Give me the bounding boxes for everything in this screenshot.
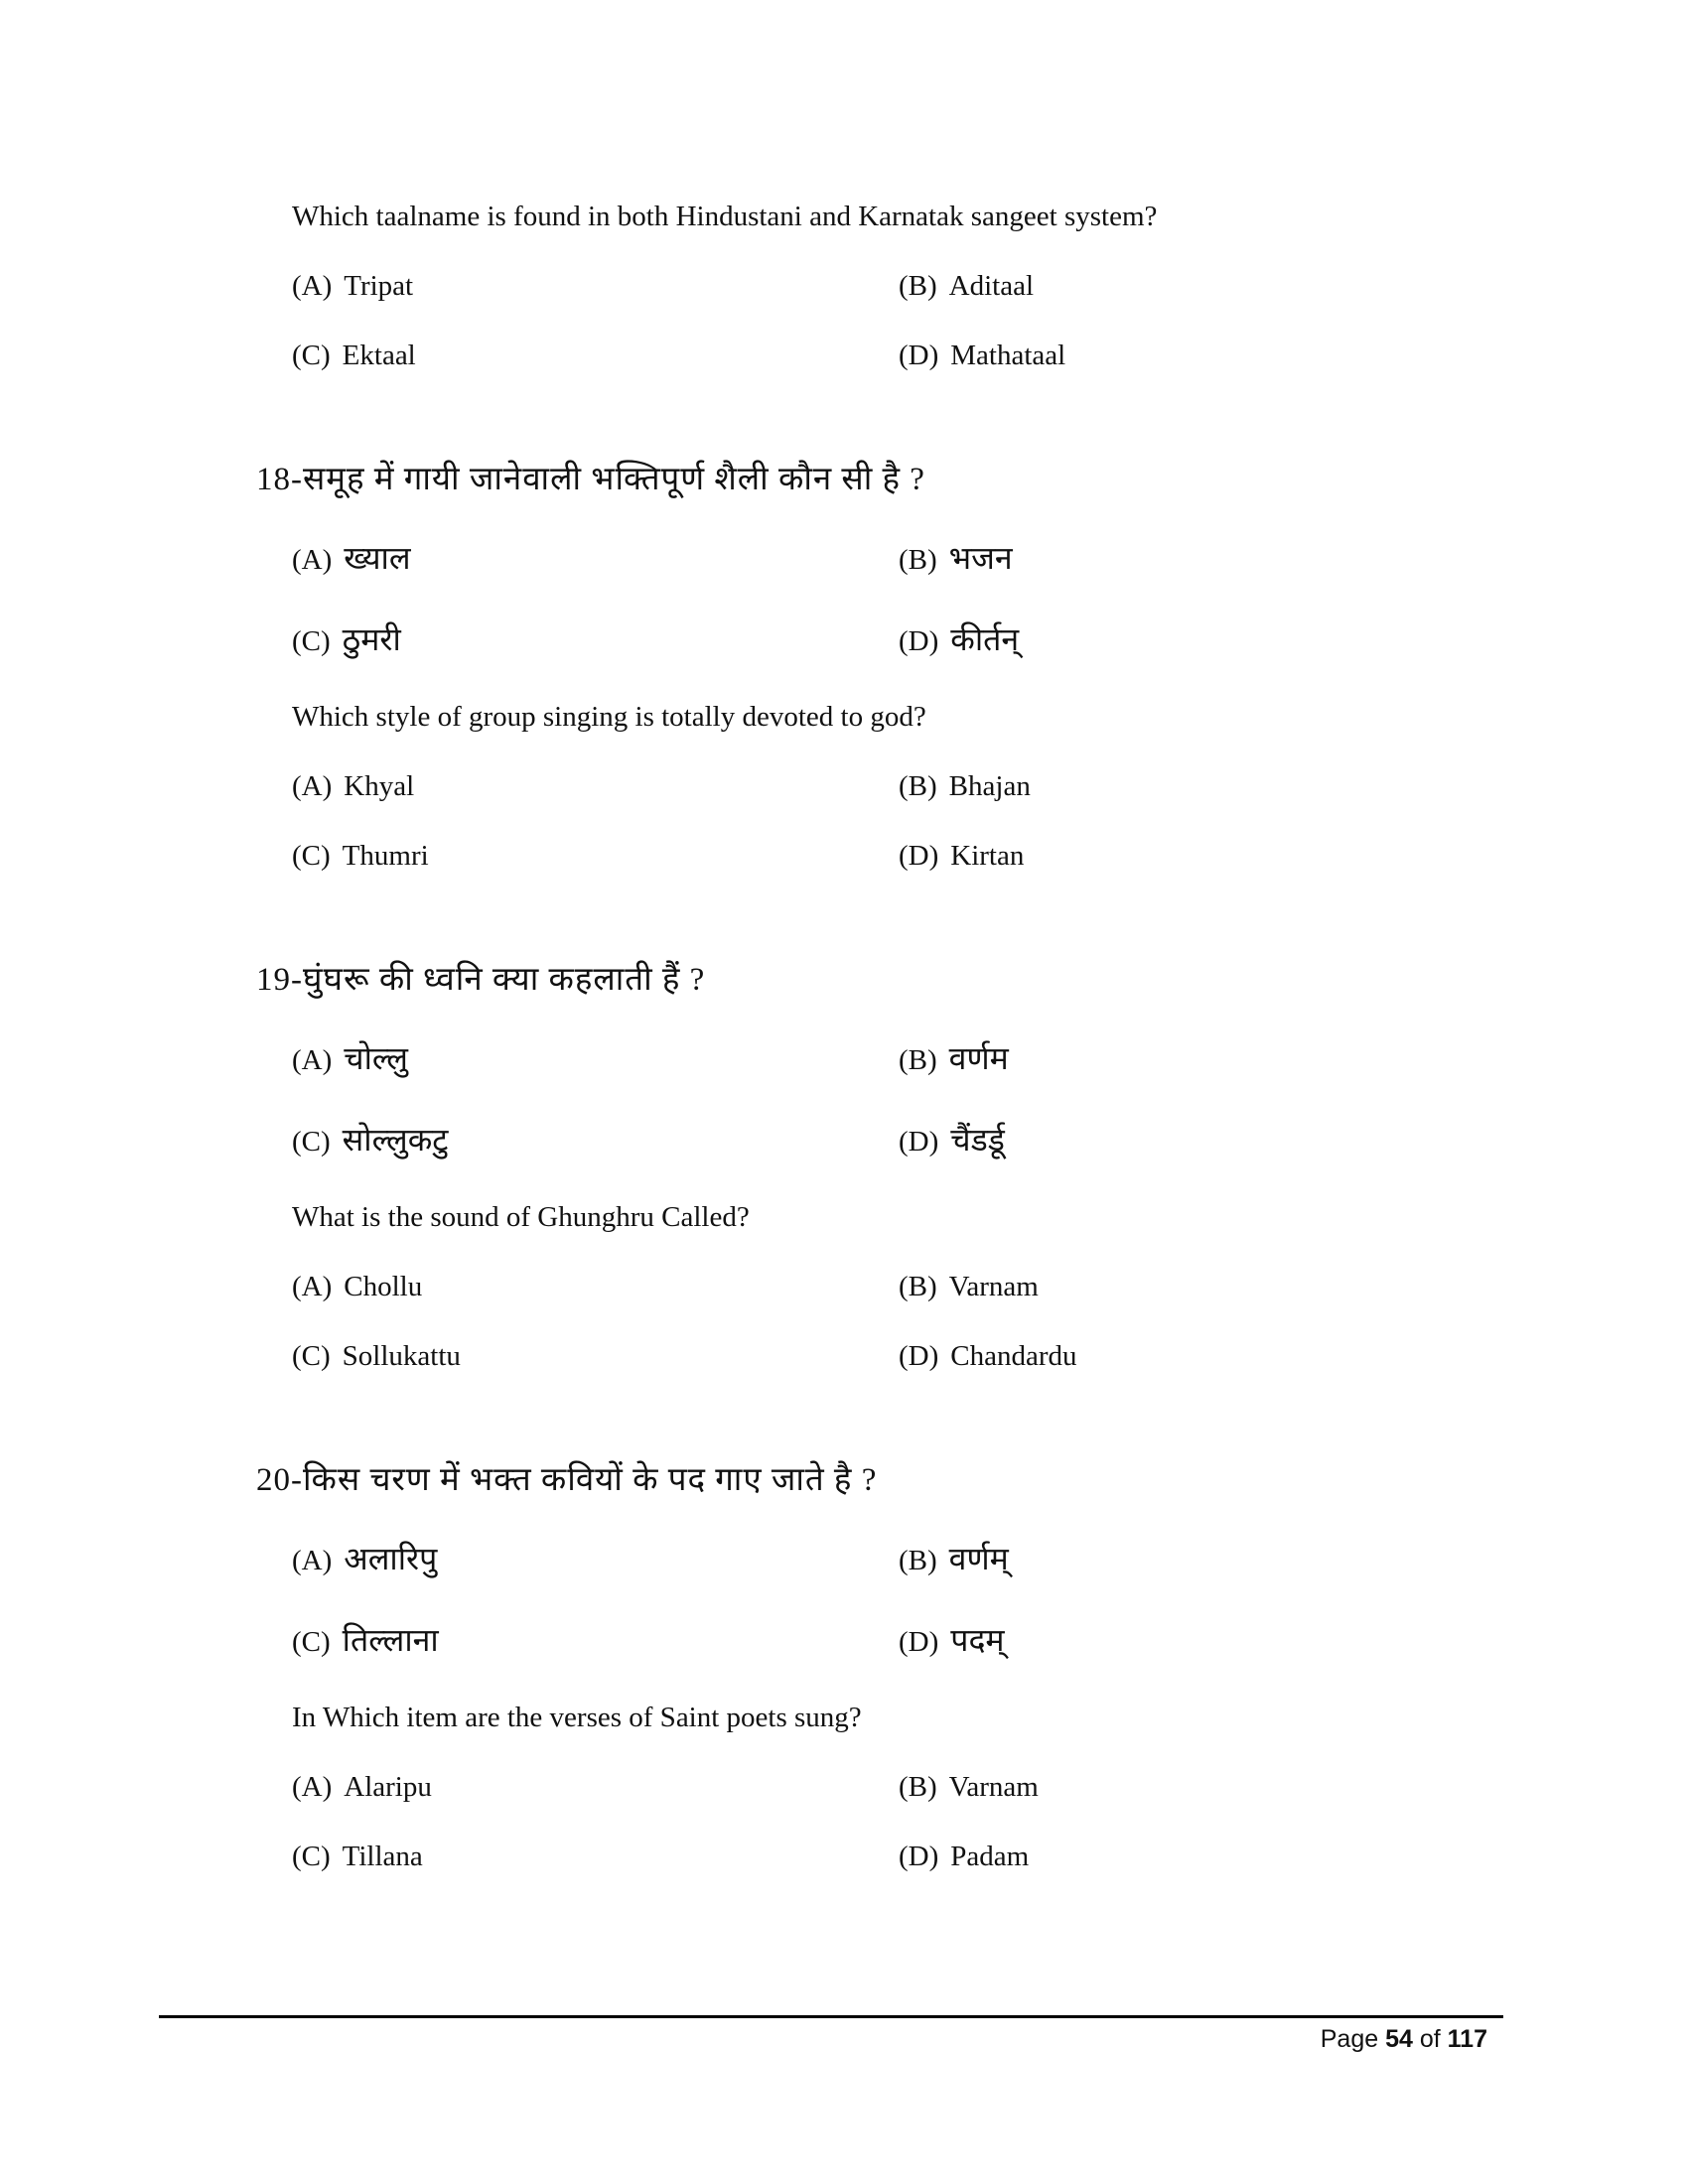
q18-option-c [292, 840, 429, 873]
option-label: (C) [292, 1841, 331, 1872]
option-text: वर्णम [948, 1040, 1009, 1076]
option-label: (B) [899, 770, 937, 802]
option-label: (D) [899, 1841, 939, 1872]
option-label: (B) [899, 1044, 937, 1076]
q19-option-b [899, 1271, 1039, 1303]
option-label: (C) [292, 625, 331, 657]
option-label: (B) [899, 270, 937, 302]
q19-option-b-hi [899, 1036, 1009, 1079]
option-text: चोल्लु [344, 1040, 409, 1076]
footer-divider [159, 2015, 1503, 2018]
q18-question-hi: 18-समूह में गायी जानेवाली भक्तिपूर्ण शैली कौन सी है ? [256, 462, 925, 497]
option-text: Chollu [344, 1271, 423, 1302]
page-word: Page [1320, 2025, 1379, 2053]
page-indicator [1321, 2025, 1487, 2054]
q19-option-d [899, 1340, 1077, 1373]
option-text: पदम् [950, 1622, 1005, 1658]
q19-option-c [292, 1340, 461, 1373]
option-label: (C) [292, 1340, 331, 1372]
option-label: (D) [899, 840, 939, 872]
option-label: (C) [292, 1626, 331, 1658]
option-label: (D) [899, 1626, 939, 1658]
q20-option-d-hi [899, 1618, 1005, 1661]
option-label: (D) [899, 340, 939, 371]
q20-question-en: In Which item are the verses of Saint poets sung? [292, 1702, 862, 1733]
q19-question-en: What is the sound of Ghunghru Called? [292, 1201, 750, 1233]
q20-question-hi: 20-किस चरण में भक्त कवियों के पद गाए जाते है ? [256, 1462, 878, 1498]
option-label: (B) [899, 1771, 937, 1803]
option-text: Sollukattu [342, 1340, 461, 1372]
option-text: Varnam [948, 1271, 1039, 1302]
option-label: (C) [292, 1126, 331, 1158]
q19-option-a [292, 1271, 422, 1303]
option-text: ठुमरी [342, 621, 401, 657]
option-text: Padam [950, 1841, 1030, 1872]
option-label: (C) [292, 340, 331, 371]
option-text: वर्णम् [948, 1541, 1009, 1576]
q18-option-b [899, 770, 1031, 803]
q18-option-d [899, 840, 1024, 873]
option-text: कीर्तन् [950, 621, 1020, 657]
q18-option-d-hi [899, 617, 1019, 660]
option-label: (D) [899, 1126, 939, 1158]
option-text: Kirtan [950, 840, 1025, 872]
option-label: (B) [899, 1271, 937, 1302]
option-label: (B) [899, 1545, 937, 1576]
q20-option-c-hi [292, 1618, 439, 1661]
option-label: (A) [292, 770, 333, 802]
q18-option-c-hi [292, 617, 401, 660]
total-pages: 117 [1447, 2025, 1487, 2053]
q18-option-a-hi [292, 536, 411, 579]
option-label: (A) [292, 544, 333, 576]
page-number: 54 [1385, 2025, 1413, 2053]
option-label: (A) [292, 1271, 333, 1302]
option-text: Khyal [344, 770, 415, 802]
option-text: Ektaal [342, 340, 416, 371]
option-label: (C) [292, 840, 331, 872]
option-label: (D) [899, 625, 939, 657]
option-label: (A) [292, 1771, 333, 1803]
q20-option-a [292, 1771, 432, 1804]
q18-option-b-hi [899, 536, 1013, 579]
q20-option-c [292, 1841, 423, 1873]
option-text: भजन [948, 540, 1013, 576]
q20-option-b [899, 1771, 1039, 1804]
option-label: (B) [899, 544, 937, 576]
option-text: Tillana [342, 1841, 423, 1872]
q20-option-b-hi [899, 1537, 1009, 1579]
q18-question-en: Which style of group singing is totally devoted to god? [292, 701, 926, 733]
option-label: (A) [292, 270, 333, 302]
q19-option-c-hi [292, 1118, 448, 1160]
q17-option-c [292, 340, 416, 372]
q17-option-a [292, 270, 413, 303]
option-text: Varnam [948, 1771, 1039, 1803]
q20-option-a-hi [292, 1537, 437, 1579]
option-text: ख्याल [344, 540, 411, 576]
option-text: Bhajan [948, 770, 1031, 802]
q19-option-d-hi [899, 1118, 1005, 1160]
option-text: Alaripu [344, 1771, 432, 1803]
q17-option-d [899, 340, 1065, 372]
option-text: सोल्लुकटु [342, 1122, 449, 1158]
option-text: अलारिपु [344, 1541, 438, 1576]
option-text: Aditaal [948, 270, 1035, 302]
q18-option-a [292, 770, 414, 803]
option-text: तिल्लाना [342, 1622, 439, 1658]
option-label: (A) [292, 1044, 333, 1076]
q17-option-b [899, 270, 1034, 303]
option-text: चैंडर्डू [950, 1122, 1005, 1158]
q19-question-hi: 19-घुंघरू की ध्वनि क्या कहलाती हैं ? [256, 962, 706, 998]
option-text: Thumri [342, 840, 429, 872]
q20-option-d [899, 1841, 1029, 1873]
option-text: Chandardu [950, 1340, 1077, 1372]
option-label: (D) [899, 1340, 939, 1372]
option-text: Mathataal [950, 340, 1066, 371]
option-label: (A) [292, 1545, 333, 1576]
q19-option-a-hi [292, 1036, 408, 1079]
of-word: of [1419, 2025, 1441, 2053]
q17-question-en: Which taalname is found in both Hindustani and Karnatak sangeet system? [292, 201, 1158, 232]
option-text: Tripat [344, 270, 414, 302]
